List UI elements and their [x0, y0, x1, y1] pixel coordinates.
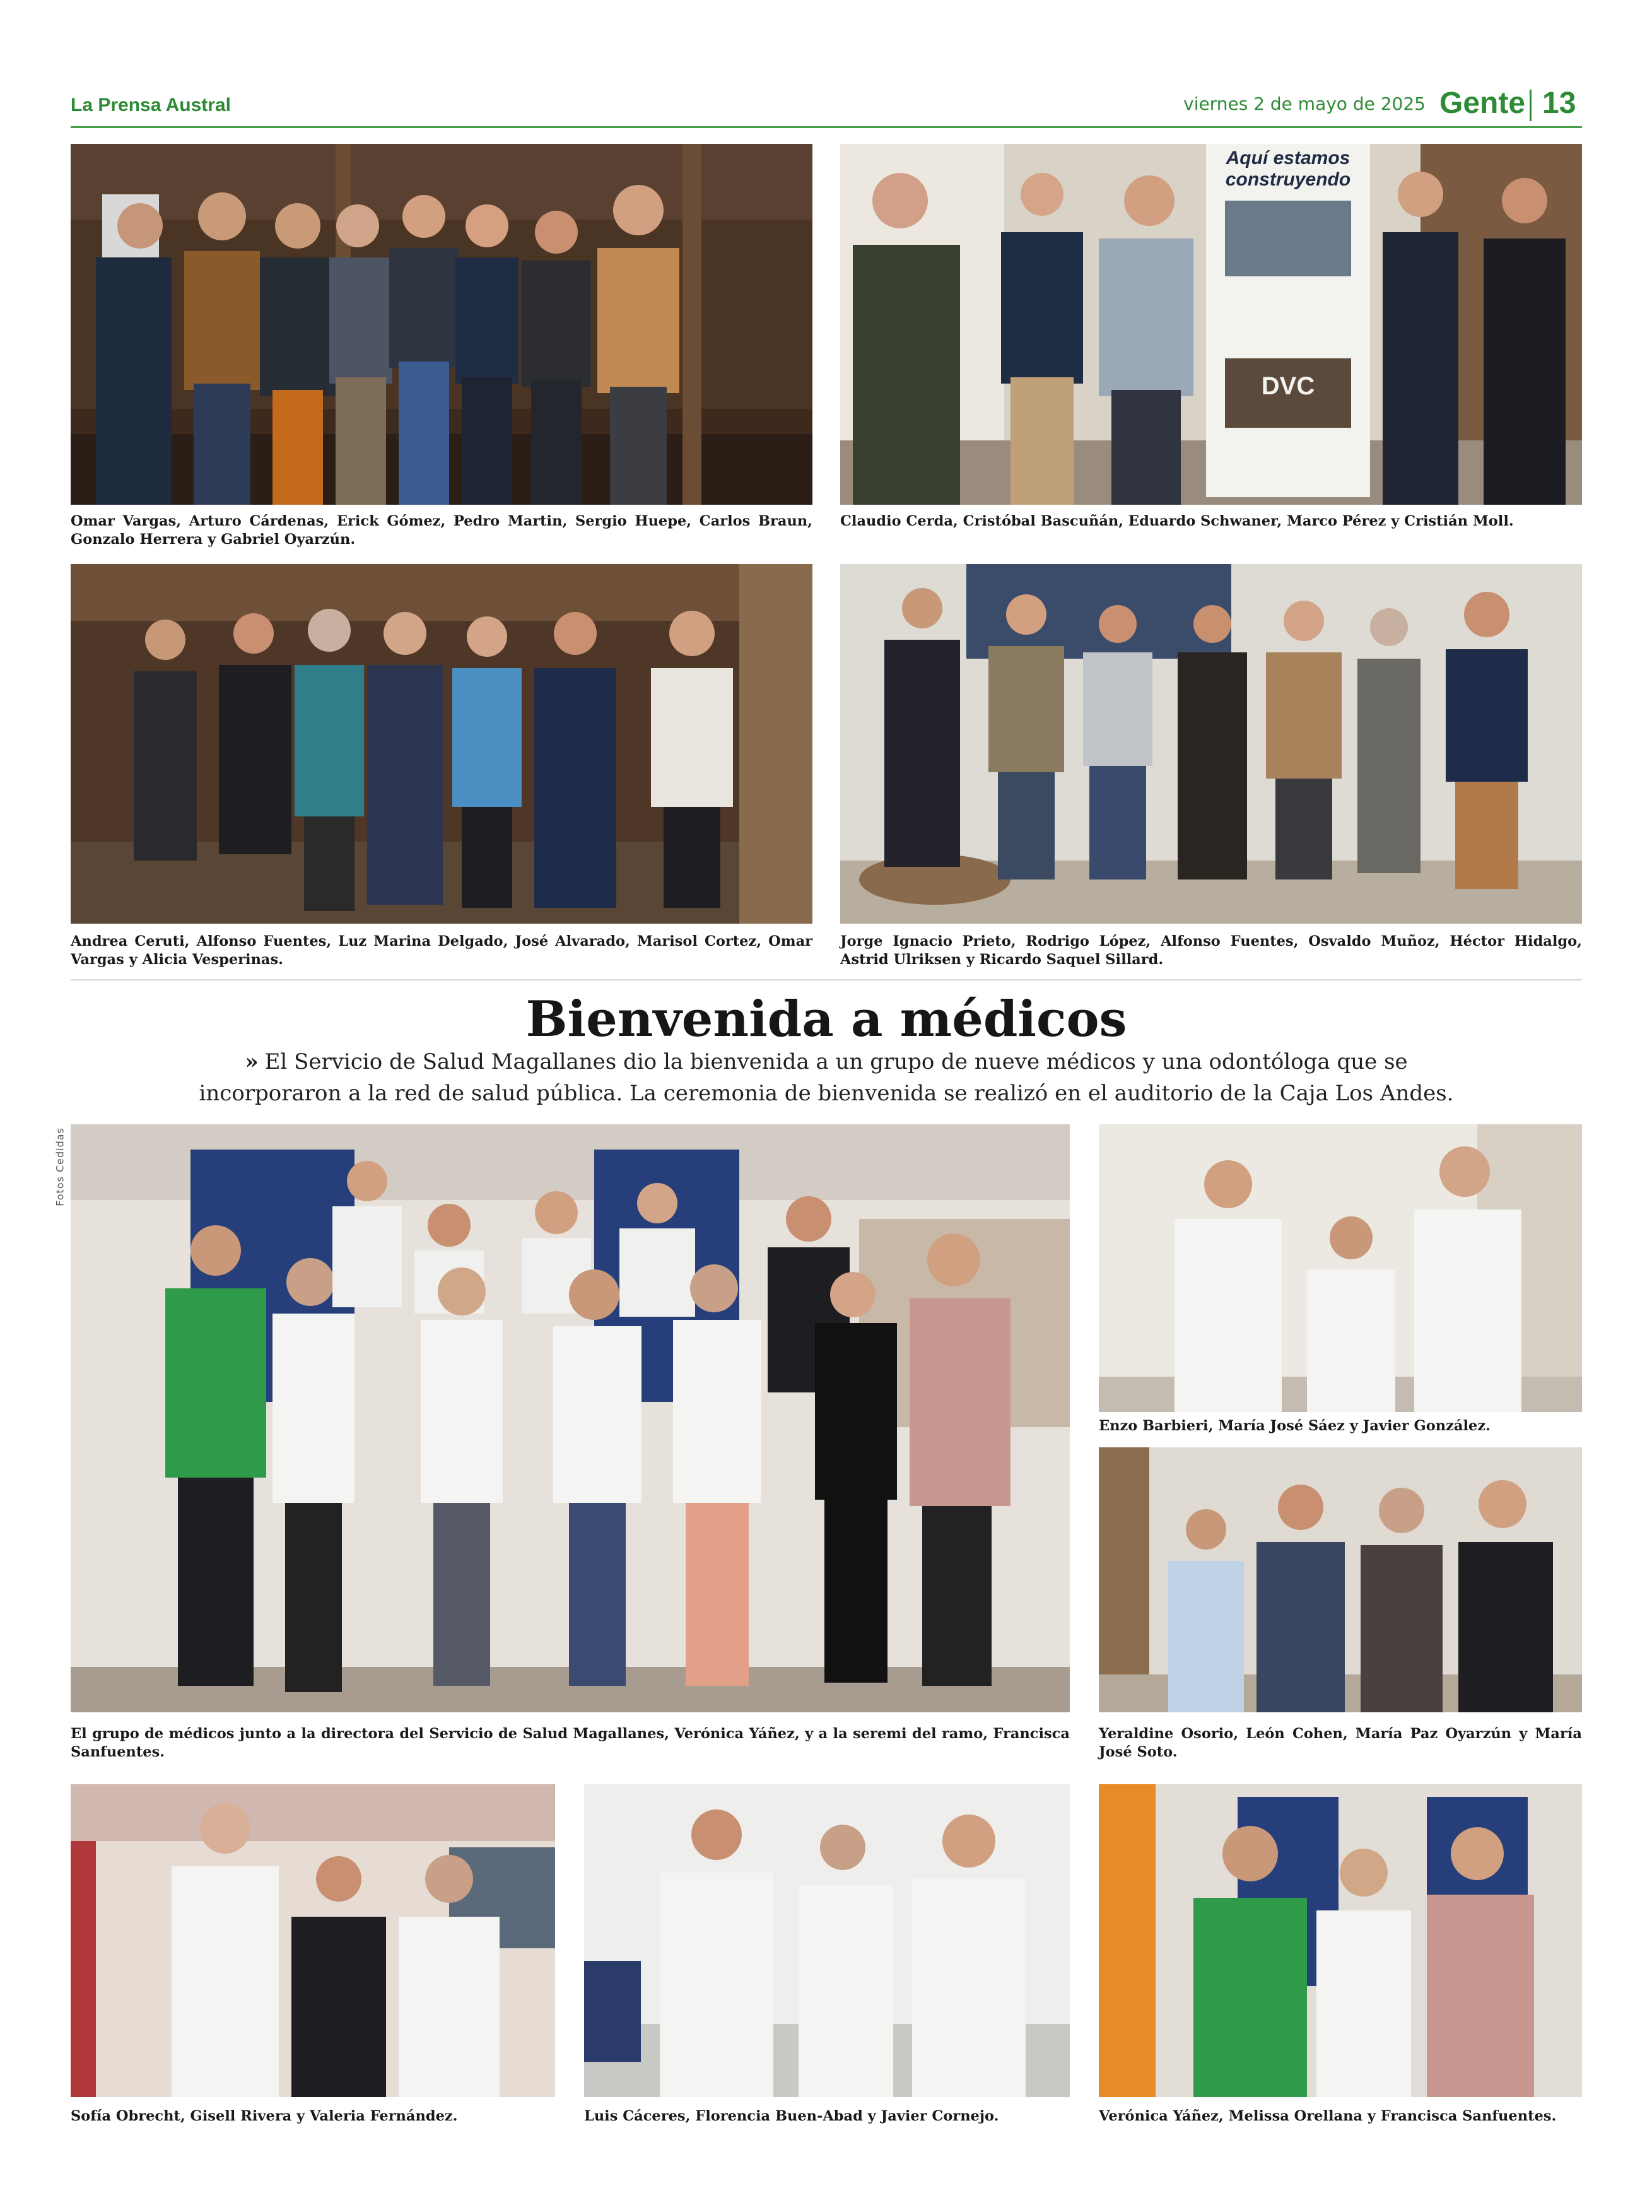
welcome-photo-6 — [1099, 1784, 1582, 2097]
event-photo-3 — [71, 564, 812, 924]
welcome-photo-4-caption: Sofía Obrecht, Gisell Rivera y Valeria Fernández. — [71, 2108, 458, 2124]
section-name: Gente — [1439, 86, 1526, 120]
header-divider — [1530, 90, 1532, 121]
event-photo-1-caption: Omar Vargas, Arturo Cárdenas, Erick Gómez, Pedro Martin, Sergio Huepe, Carlos Braun, Gonzalo Herrera y Gabriel Oyarzún. — [71, 513, 812, 548]
welcome-photo-3-caption: Yeraldine Osorio, León Cohen, María Paz Oyarzún y María José Soto. — [1099, 1726, 1582, 1760]
event-photo-4-caption: Jorge Ignacio Prieto, Rodrigo López, Alfonso Fuentes, Osvaldo Muñoz, Héctor Hidalgo, Astrid Ulriksen y Ricardo Saquel Sillard. — [840, 933, 1582, 968]
welcome-photo-5 — [584, 1784, 1070, 2097]
article-headline: Bienvenida a médicos — [525, 991, 1127, 1048]
banner-text-2: construyendo — [1225, 169, 1351, 190]
banner-text-1: Aquí estamos — [1226, 148, 1350, 168]
chevron-right-icon: » — [245, 1049, 259, 1074]
page-number: 13 — [1542, 86, 1576, 120]
welcome-photo-2-caption: Enzo Barbieri, María José Sáez y Javier González. — [1099, 1418, 1491, 1434]
welcome-photo-3 — [1099, 1447, 1582, 1712]
section-divider — [71, 979, 1582, 980]
publication-date: viernes 2 de mayo de 2025 — [1183, 93, 1426, 114]
welcome-photo-main — [71, 1124, 1070, 1712]
event-photo-2-caption: Claudio Cerda, Cristóbal Bascuñán, Eduardo Schwaner, Marco Pérez y Cristián Moll. — [840, 513, 1514, 529]
event-photo-2 — [840, 144, 1582, 505]
photo-credit — [50, 1123, 69, 1218]
welcome-photo-2 — [1099, 1124, 1582, 1412]
welcome-photo-4 — [71, 1784, 555, 2097]
photo-credit-text: Fotos Cedidas — [54, 1127, 66, 1206]
event-photo-1 — [71, 144, 812, 505]
welcome-photo-6-caption: Verónica Yáñez, Melissa Orellana y Francisca Sanfuentes. — [1099, 2108, 1557, 2124]
event-photo-4 — [840, 564, 1582, 924]
article-deck — [189, 1046, 1463, 1109]
welcome-photo-main-caption: El grupo de médicos junto a la directora del Servicio de Salud Magallanes, Verónica Yáñez, y a la seremi del ramo, Francisca Sanfuentes. — [71, 1726, 1070, 1760]
masthead: La Prensa Austral — [71, 95, 231, 115]
article-deck-text: El Servicio de Salud Magallanes dio la bienvenida a un grupo de nueve médicos y una odontóloga que se incorporaron a la red de salud pública. La ceremonia de bienvenida se realizó en el auditorio de la Caja Los Andes. — [199, 1049, 1454, 1106]
header-rule — [71, 126, 1582, 128]
event-photo-3-caption: Andrea Ceruti, Alfonso Fuentes, Luz Marina Delgado, José Alvarado, Marisol Cortez, Omar Vargas y Alicia Vesperinas. — [71, 933, 812, 968]
welcome-photo-5-caption: Luis Cáceres, Florencia Buen-Abad y Javier Cornejo. — [584, 2108, 999, 2124]
banner-logo-text: DVC — [1261, 372, 1315, 400]
